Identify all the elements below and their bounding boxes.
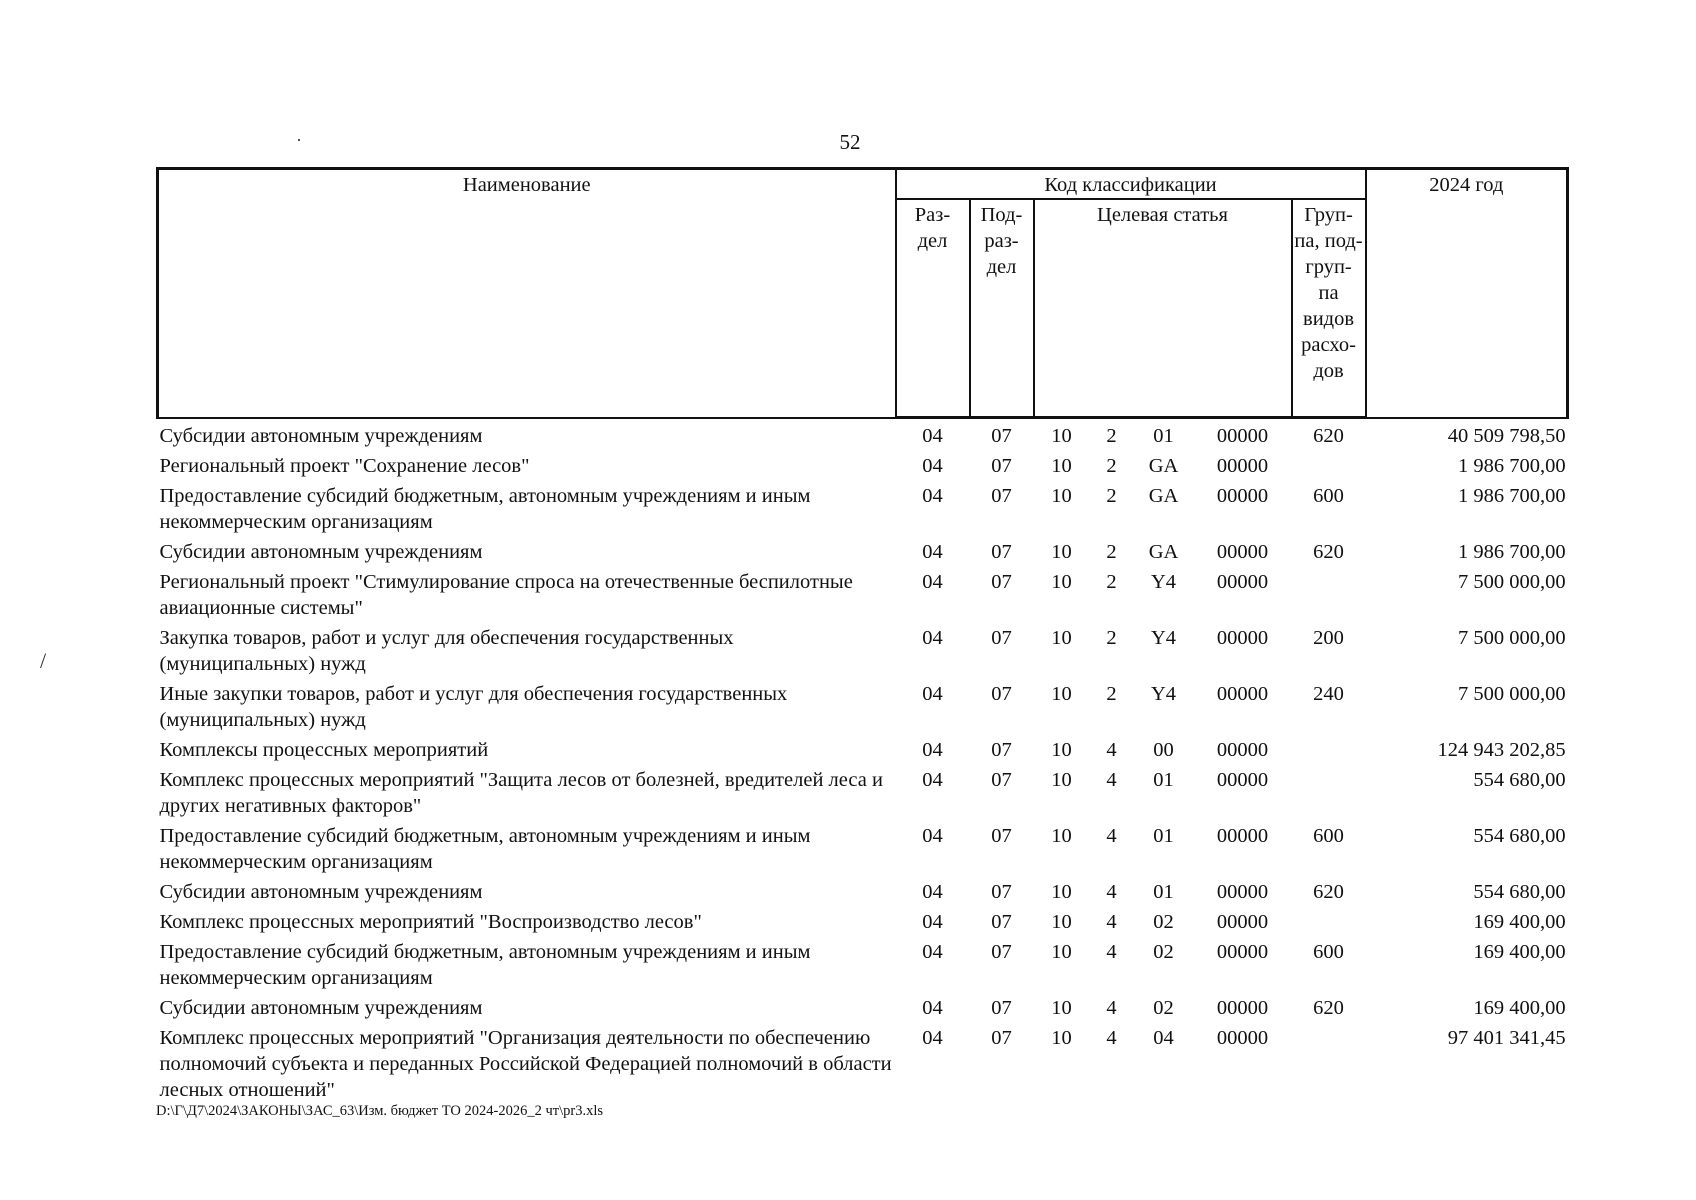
table-row [158, 877, 1568, 907]
row-target-element: 02 [1153, 941, 1174, 963]
row-target-type: 4 [1106, 769, 1117, 791]
row-expense-group [1292, 1023, 1366, 1105]
row-target-element: 01 [1153, 825, 1174, 847]
row-target-program: 10 [1051, 825, 1072, 847]
row-name: Комплексы процессных мероприятий [159, 739, 489, 761]
row-target-type: 4 [1106, 1027, 1117, 1049]
row-expense-group: 240 [1313, 683, 1344, 705]
row-target-type: 4 [1106, 739, 1117, 761]
table-row [158, 679, 1568, 735]
row-amount: 97 401 341,45 [1447, 1027, 1566, 1049]
row-name: Субсидии автономным учреждениям [159, 881, 483, 903]
table-row [158, 567, 1568, 623]
row-target-direction: 00000 [1216, 485, 1269, 507]
row-amount: 7 500 000,00 [1457, 571, 1566, 593]
row-target-element: Y4 [1150, 571, 1177, 593]
row-section: 04 [922, 571, 943, 593]
row-amount: 124 943 202,85 [1437, 739, 1566, 761]
row-target-type: 2 [1106, 683, 1117, 705]
row-name: Субсидии автономным учреждениям [159, 997, 483, 1019]
row-section: 04 [922, 455, 943, 477]
row-section: 04 [922, 769, 943, 791]
row-target-program: 10 [1051, 571, 1072, 593]
row-target-type: 2 [1106, 541, 1117, 563]
budget-table [156, 167, 1569, 1105]
table-row [158, 937, 1568, 993]
row-target-program: 10 [1051, 997, 1072, 1019]
row-amount: 554 680,00 [1473, 825, 1566, 847]
row-section: 04 [922, 825, 943, 847]
row-target-element: 00 [1153, 739, 1174, 761]
row-target-type: 4 [1106, 997, 1117, 1019]
row-section: 04 [922, 997, 943, 1019]
row-target-type: 2 [1106, 627, 1117, 649]
row-target-element: GA [1148, 541, 1179, 563]
row-target-direction: 00000 [1216, 455, 1269, 477]
row-target-direction: 00000 [1216, 997, 1269, 1019]
row-target-type: 4 [1106, 825, 1117, 847]
row-target-program: 10 [1051, 911, 1072, 933]
table-row [158, 537, 1568, 567]
row-target-direction: 00000 [1216, 941, 1269, 963]
table-row [158, 735, 1568, 765]
row-target-direction: 00000 [1216, 739, 1269, 761]
row-amount: 1 986 700,00 [1457, 485, 1566, 507]
row-section: 04 [922, 1027, 943, 1049]
header-expense-group: Груп- па, под- груп- па видов расхо- дов [1292, 199, 1366, 418]
row-subsection: 07 [991, 739, 1012, 761]
row-target-program: 10 [1051, 881, 1072, 903]
row-name: Иные закупки товаров, работ и услуг для обеспечения государственных (муниципальных) нужд [159, 683, 788, 731]
header-name: Наименование [158, 169, 896, 418]
row-subsection: 07 [991, 683, 1012, 705]
row-subsection: 07 [991, 769, 1012, 791]
row-name: Субсидии автономным учреждениям [159, 424, 483, 447]
file-path-footer: D:\Г\Д7\2024\ЗАКОНЫ\ЗАС_63\Изм. бюджет ТО 2024-2026_2 чт\pr3.xls [156, 1103, 604, 1119]
row-target-element: GA [1148, 485, 1179, 507]
row-subsection: 07 [991, 825, 1012, 847]
row-target-program: 10 [1051, 425, 1072, 447]
row-target-direction: 00000 [1216, 769, 1269, 791]
row-target-program: 10 [1051, 739, 1072, 761]
row-target-element: 02 [1153, 997, 1174, 1019]
row-name: Комплекс процессных мероприятий "Защита лесов от болезней, вредителей леса и других негативных факторов" [159, 769, 883, 817]
row-target-direction: 00000 [1216, 911, 1269, 933]
row-section: 04 [922, 941, 943, 963]
row-target-element: 02 [1153, 911, 1174, 933]
row-subsection: 07 [991, 455, 1012, 477]
row-target-program: 10 [1051, 769, 1072, 791]
row-target-type: 2 [1106, 485, 1117, 507]
row-name: Комплекс процессных мероприятий "Организация деятельности по обеспечению полномочий субъекта и переданных Российской Федерацией полномочий в области лесных отношений" [159, 1027, 892, 1101]
row-target-program: 10 [1051, 627, 1072, 649]
row-amount: 1 986 700,00 [1457, 541, 1566, 563]
row-expense-group: 600 [1313, 825, 1344, 847]
header-year: 2024 год [1366, 169, 1568, 418]
header-section: Раз- дел [896, 199, 970, 418]
scan-mark: / [40, 648, 47, 673]
row-section: 04 [922, 485, 943, 507]
row-expense-group: 620 [1313, 541, 1344, 563]
table-row [158, 821, 1568, 877]
row-name: Закупка товаров, работ и услуг для обеспечения государственных (муниципальных) нужд [159, 627, 734, 675]
scan-speck: · [296, 130, 302, 150]
row-target-direction: 00000 [1216, 627, 1269, 649]
table-row [158, 1023, 1568, 1105]
row-expense-group [1292, 907, 1366, 937]
row-name: Предоставление субсидий бюджетным, автономным учреждениям и иным некоммерческим организациям [159, 941, 811, 989]
row-target-program: 10 [1051, 455, 1072, 477]
row-target-program: 10 [1051, 541, 1072, 563]
row-target-element: 01 [1153, 881, 1174, 903]
table-row [158, 418, 1568, 452]
row-target-direction: 00000 [1216, 825, 1269, 847]
row-target-type: 2 [1106, 425, 1117, 447]
row-section: 04 [922, 739, 943, 761]
row-subsection: 07 [991, 911, 1012, 933]
row-subsection: 07 [991, 997, 1012, 1019]
row-amount: 554 680,00 [1473, 769, 1566, 791]
row-target-element: 01 [1153, 425, 1174, 447]
header-target-article: Целевая статья [1034, 199, 1292, 418]
row-target-program: 10 [1051, 941, 1072, 963]
row-section: 04 [922, 425, 943, 447]
row-amount: 169 400,00 [1473, 911, 1566, 933]
row-expense-group: 200 [1313, 627, 1344, 649]
header-subsection: Под- раз- дел [970, 199, 1034, 418]
row-amount: 7 500 000,00 [1457, 683, 1566, 705]
page-number: 52 [839, 130, 861, 154]
row-expense-group: 600 [1313, 941, 1344, 963]
row-amount: 40 509 798,50 [1447, 424, 1566, 447]
row-amount: 7 500 000,00 [1457, 627, 1566, 649]
row-subsection: 07 [991, 485, 1012, 507]
table-row [158, 765, 1568, 821]
row-expense-group: 620 [1313, 881, 1344, 903]
row-target-direction: 00000 [1216, 425, 1269, 447]
row-amount: 169 400,00 [1473, 941, 1566, 963]
row-target-element: 04 [1153, 1027, 1174, 1049]
row-target-program: 10 [1051, 683, 1072, 705]
row-expense-group: 620 [1313, 425, 1344, 447]
table-row [158, 907, 1568, 937]
row-name: Региональный проект "Сохранение лесов" [159, 455, 530, 477]
row-expense-group: 620 [1313, 997, 1344, 1019]
row-subsection: 07 [991, 571, 1012, 593]
row-target-element: Y4 [1150, 683, 1177, 705]
table-row [158, 451, 1568, 481]
row-section: 04 [922, 911, 943, 933]
row-target-program: 10 [1051, 485, 1072, 507]
table-row [158, 481, 1568, 537]
row-target-type: 4 [1106, 911, 1117, 933]
row-expense-group [1292, 451, 1366, 481]
row-subsection: 07 [991, 881, 1012, 903]
row-target-type: 4 [1106, 941, 1117, 963]
row-amount: 169 400,00 [1473, 997, 1566, 1019]
row-amount: 554 680,00 [1473, 881, 1566, 903]
row-target-type: 2 [1106, 571, 1117, 593]
row-subsection: 07 [991, 941, 1012, 963]
row-target-type: 4 [1106, 881, 1117, 903]
row-target-element: Y4 [1150, 627, 1177, 649]
row-subsection: 07 [991, 1027, 1012, 1049]
table-row [158, 993, 1568, 1023]
header-classification-code: Код классификации [896, 169, 1366, 200]
row-subsection: 07 [991, 425, 1012, 447]
row-name: Предоставление субсидий бюджетным, автономным учреждениям и иным некоммерческим организациям [159, 825, 811, 873]
row-expense-group: 600 [1313, 485, 1344, 507]
row-section: 04 [922, 881, 943, 903]
row-target-direction: 00000 [1216, 571, 1269, 593]
row-name: Предоставление субсидий бюджетным, автономным учреждениям и иным некоммерческим организациям [159, 485, 811, 533]
row-section: 04 [922, 683, 943, 705]
row-subsection: 07 [991, 541, 1012, 563]
row-target-program: 10 [1051, 1027, 1072, 1049]
row-target-type: 2 [1106, 455, 1117, 477]
row-amount: 1 986 700,00 [1457, 455, 1566, 477]
row-name: Региональный проект "Стимулирование спроса на отечественные беспилотные авиационные системы" [159, 571, 853, 619]
row-name: Комплекс процессных мероприятий "Воспроизводство лесов" [159, 911, 702, 933]
row-target-element: GA [1148, 455, 1179, 477]
row-expense-group [1292, 765, 1366, 821]
table-body [158, 418, 1568, 1106]
row-target-element: 01 [1153, 769, 1174, 791]
row-section: 04 [922, 627, 943, 649]
row-target-direction: 00000 [1216, 683, 1269, 705]
row-subsection: 07 [991, 627, 1012, 649]
row-target-direction: 00000 [1216, 881, 1269, 903]
row-name: Субсидии автономным учреждениям [159, 541, 483, 563]
row-target-direction: 00000 [1216, 541, 1269, 563]
table-row [158, 623, 1568, 679]
row-target-direction: 00000 [1216, 1027, 1269, 1049]
row-section: 04 [922, 541, 943, 563]
row-expense-group [1292, 567, 1366, 623]
row-expense-group [1292, 735, 1366, 765]
